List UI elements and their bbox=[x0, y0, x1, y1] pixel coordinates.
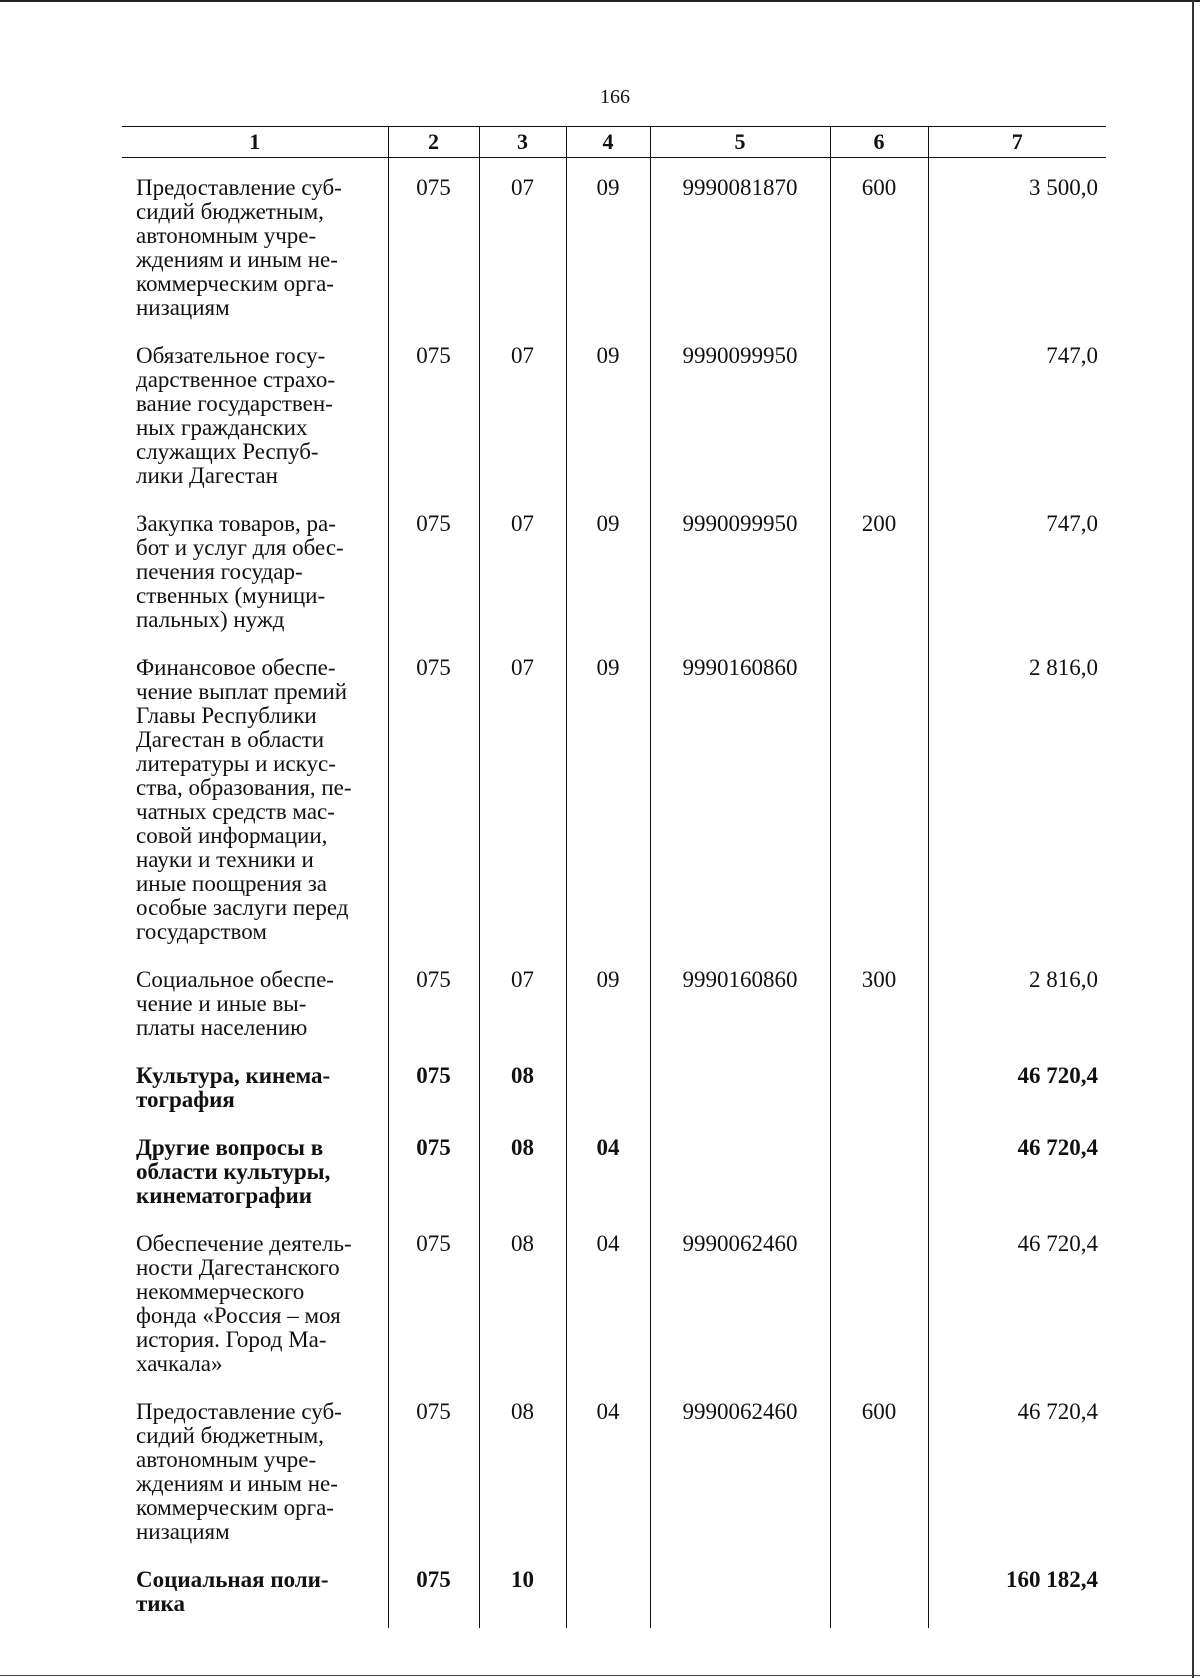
row-amount: 747,0 bbox=[928, 494, 1106, 638]
row-target-code bbox=[650, 1118, 830, 1214]
row-name: Финансовое обеспе- чение выплат премий Главы Республики Дагестан в области литературы и искус- ства, образования, пе- чатных средств мас- совой информации, науки и техники и иные поощрения за особые заслуги перед государством bbox=[136, 655, 352, 944]
row-name: Обеспечение деятель- ности Дагестанского некоммерческого фонда «Россия – моя история. Город Ма- хачкала» bbox=[136, 1231, 352, 1376]
row-target-code: 9990062460 bbox=[650, 1214, 830, 1382]
table-row bbox=[122, 950, 1106, 1046]
row-name: Предоставление суб- сидий бюджетным, автономным учре- ждениям и иным не- коммерческим орга- низациям bbox=[136, 1399, 342, 1544]
row-amount: 3 500,0 bbox=[928, 158, 1106, 327]
row-subsection-code bbox=[566, 1046, 650, 1118]
row-subsection-code: 04 bbox=[566, 1214, 650, 1382]
row-target-code bbox=[650, 1550, 830, 1628]
row-section-code: 10 bbox=[479, 1550, 566, 1628]
row-section-code: 07 bbox=[479, 494, 566, 638]
row-name: Обязательное госу- дарственное страхо- вание государствен- ных гражданских служащих Респуб- лики Дагестан bbox=[136, 343, 335, 488]
row-name: Социальное обеспе- чение и иные вы- платы населению bbox=[136, 967, 334, 1040]
row-expense-type: 600 bbox=[830, 1382, 928, 1550]
row-target-code: 9990062460 bbox=[650, 1382, 830, 1550]
row-name: Предоставление суб- сидий бюджетным, автономным учре- ждениям и иным не- коммерческим орга- низациям bbox=[136, 175, 342, 320]
row-ministry-code: 075 bbox=[388, 326, 479, 494]
row-amount: 2 816,0 bbox=[928, 950, 1106, 1046]
budget-table bbox=[122, 126, 1106, 1628]
row-subsection-code: 09 bbox=[566, 638, 650, 950]
header-col-5: 5 bbox=[650, 127, 830, 158]
table-row bbox=[122, 326, 1106, 494]
header-col-1: 1 bbox=[122, 127, 388, 158]
row-ministry-code: 075 bbox=[388, 1118, 479, 1214]
header-col-3: 3 bbox=[479, 127, 566, 158]
header-col-4: 4 bbox=[566, 127, 650, 158]
row-section-code: 07 bbox=[479, 950, 566, 1046]
row-ministry-code: 075 bbox=[388, 158, 479, 327]
table-row bbox=[122, 1382, 1106, 1550]
row-name: Культура, кинема- тография bbox=[136, 1063, 331, 1112]
row-ministry-code: 075 bbox=[388, 1214, 479, 1382]
row-amount: 2 816,0 bbox=[928, 638, 1106, 950]
row-expense-type: 600 bbox=[830, 158, 928, 327]
row-section-code: 07 bbox=[479, 326, 566, 494]
row-name: Закупка товаров, ра- бот и услуг для обес- печения государ- ственных (муници- пальных) нужд bbox=[136, 511, 344, 632]
table-row bbox=[122, 1550, 1106, 1628]
row-name: Другие вопросы в области культуры, кинематографии bbox=[136, 1135, 331, 1208]
row-ministry-code: 075 bbox=[388, 950, 479, 1046]
row-amount: 160 182,4 bbox=[928, 1550, 1106, 1628]
table-header-row bbox=[122, 127, 1106, 158]
table-row bbox=[122, 494, 1106, 638]
row-subsection-code: 04 bbox=[566, 1382, 650, 1550]
row-expense-type bbox=[830, 1214, 928, 1382]
row-section-code: 08 bbox=[479, 1118, 566, 1214]
row-section-code: 07 bbox=[479, 158, 566, 327]
row-ministry-code: 075 bbox=[388, 494, 479, 638]
header-col-7: 7 bbox=[928, 127, 1106, 158]
scan-border-right bbox=[1192, 0, 1194, 1678]
row-expense-type: 200 bbox=[830, 494, 928, 638]
row-ministry-code: 075 bbox=[388, 1046, 479, 1118]
row-subsection-code: 09 bbox=[566, 326, 650, 494]
row-expense-type bbox=[830, 638, 928, 950]
row-target-code: 9990099950 bbox=[650, 494, 830, 638]
row-target-code: 9990160860 bbox=[650, 950, 830, 1046]
row-subsection-code: 04 bbox=[566, 1118, 650, 1214]
row-ministry-code: 075 bbox=[388, 638, 479, 950]
header-col-2: 2 bbox=[388, 127, 479, 158]
row-target-code: 9990160860 bbox=[650, 638, 830, 950]
table-row bbox=[122, 1214, 1106, 1382]
row-ministry-code: 075 bbox=[388, 1382, 479, 1550]
row-subsection-code: 09 bbox=[566, 494, 650, 638]
row-subsection-code: 09 bbox=[566, 950, 650, 1046]
row-subsection-code: 09 bbox=[566, 158, 650, 327]
row-amount: 46 720,4 bbox=[928, 1118, 1106, 1214]
row-subsection-code bbox=[566, 1550, 650, 1628]
row-section-code: 08 bbox=[479, 1382, 566, 1550]
row-name: Социальная поли- тика bbox=[136, 1567, 329, 1616]
row-section-code: 08 bbox=[479, 1214, 566, 1382]
row-ministry-code: 075 bbox=[388, 1550, 479, 1628]
row-expense-type bbox=[830, 326, 928, 494]
table-row bbox=[122, 158, 1106, 327]
row-section-code: 07 bbox=[479, 638, 566, 950]
row-target-code: 9990081870 bbox=[650, 158, 830, 327]
scan-border-bottom bbox=[0, 1675, 1200, 1676]
row-expense-type bbox=[830, 1550, 928, 1628]
row-amount: 46 720,4 bbox=[928, 1382, 1106, 1550]
row-expense-type bbox=[830, 1118, 928, 1214]
row-target-code bbox=[650, 1046, 830, 1118]
table-row bbox=[122, 1118, 1106, 1214]
row-expense-type bbox=[830, 1046, 928, 1118]
table-row bbox=[122, 1046, 1106, 1118]
row-section-code: 08 bbox=[479, 1046, 566, 1118]
page-number: 166 bbox=[600, 86, 630, 108]
header-col-6: 6 bbox=[830, 127, 928, 158]
row-amount: 747,0 bbox=[928, 326, 1106, 494]
row-amount: 46 720,4 bbox=[928, 1214, 1106, 1382]
row-expense-type: 300 bbox=[830, 950, 928, 1046]
row-target-code: 9990099950 bbox=[650, 326, 830, 494]
row-amount: 46 720,4 bbox=[928, 1046, 1106, 1118]
table-row bbox=[122, 638, 1106, 950]
scan-border-top bbox=[0, 0, 1200, 2]
